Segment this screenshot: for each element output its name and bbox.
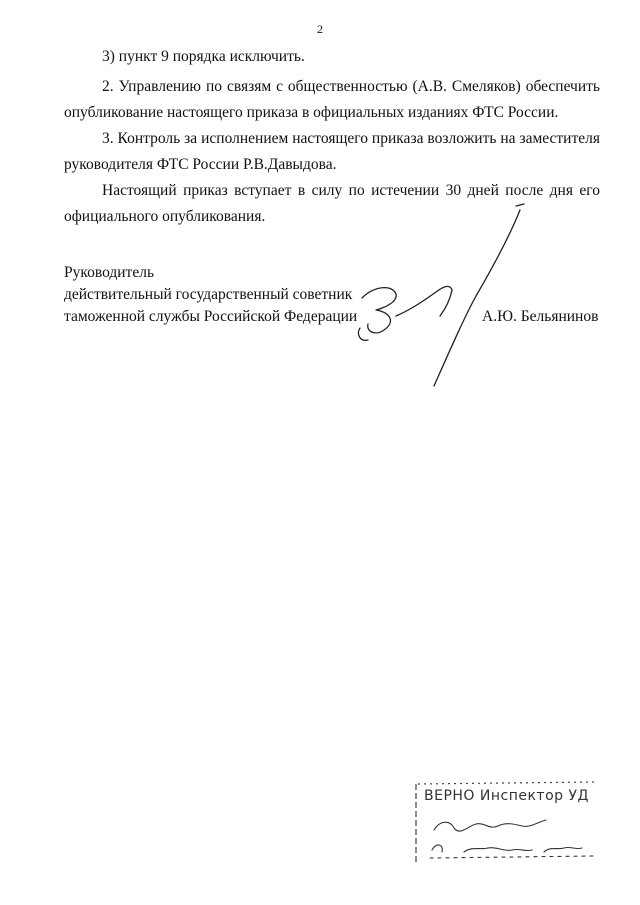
signatory-title-line: Руководитель — [64, 264, 155, 281]
stamp-text: ВЕРНО Инспектор УД — [424, 788, 589, 804]
paragraph-2 — [64, 74, 600, 126]
signatory-name: А.Ю. Бельянинов — [482, 308, 599, 325]
paragraph-line: Настоящий приказ вступает в силу по истечении 30 дней после дня его — [102, 182, 600, 199]
paragraph-line: опубликование настоящего приказа в официальных изданиях ФТС России. — [64, 104, 559, 121]
signatory-title-line: таможенной службы Российской Федерации — [64, 308, 358, 325]
paragraph-item-3 — [64, 44, 600, 70]
certification-stamp — [404, 770, 604, 870]
paragraph-line: 3. Контроль за исполнением настоящего приказа возложить на заместителя — [102, 130, 600, 147]
stamp-border — [404, 770, 604, 870]
handwritten-signature — [340, 200, 540, 400]
paragraph-line: 3) пункт 9 порядка исключить. — [102, 48, 305, 65]
signatory-title-line: действительный государственный советник — [64, 286, 353, 303]
paragraph-line: официального опубликования. — [64, 208, 266, 225]
page-number: 2 — [317, 22, 323, 36]
signatory-title — [64, 262, 357, 328]
paragraph-line: 2. Управлению по связям с общественностью (А.В. Смеляков) обеспечить — [102, 78, 600, 95]
paragraph-3 — [64, 126, 600, 178]
paragraph-line: руководителя ФТС России Р.В.Давыдова. — [64, 156, 337, 173]
